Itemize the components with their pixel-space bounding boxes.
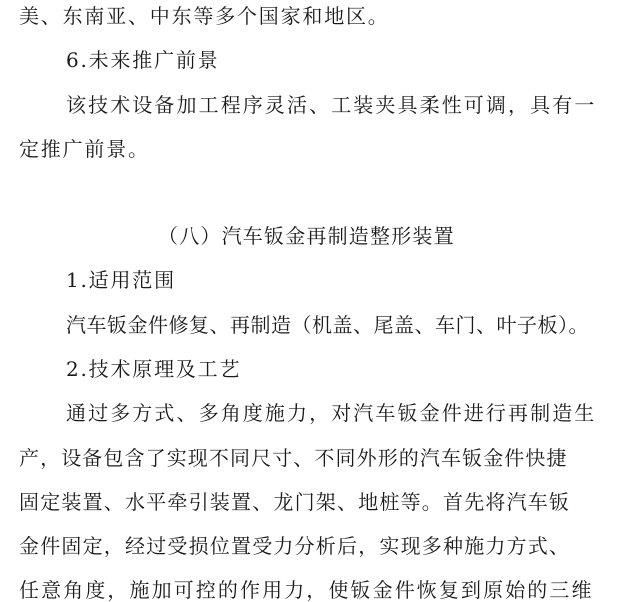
section-heading-promotion: 6.未来推广前景 (66, 48, 220, 72)
paragraph-line-regions: 美、东南亚、中东等多个国家和地区。 (19, 4, 390, 28)
paragraph-line-principle-3: 固定装置、水平牵引装置、龙门架、地桩等。首先将汽车钣 (19, 490, 571, 514)
paragraph-line-scope: 汽车钣金件修复、再制造（机盖、尾盖、车门、叶子板）。 (66, 313, 589, 337)
paragraph-line-principle-1: 通过多方式、多角度施力，对汽车钣金件进行再制造生 (66, 401, 597, 425)
section-heading-principle: 2.技术原理及工艺 (66, 357, 242, 381)
paragraph-line-promotion-2: 定推广前景。 (19, 137, 150, 161)
paragraph-line-principle-5: 任意角度，施加可控的作用力，使钣金件恢复到原始的三维 (19, 578, 594, 602)
paragraph-line-promotion-1: 该技术设备加工程序灵活、工装夹具柔性可调，具有一 (66, 93, 597, 117)
paragraph-line-principle-2: 产，设备包含了实现不同尺寸、不同外形的汽车钣金件快捷 (19, 446, 568, 470)
section-heading-scope: 1.适用范围 (66, 268, 176, 292)
chapter-heading-sheet-metal: （八）汽车钣金再制造整形装置 (158, 224, 455, 248)
paragraph-line-principle-4: 金件固定，经过受损位置受力分析后，实现多种施力方式、 (19, 534, 571, 558)
